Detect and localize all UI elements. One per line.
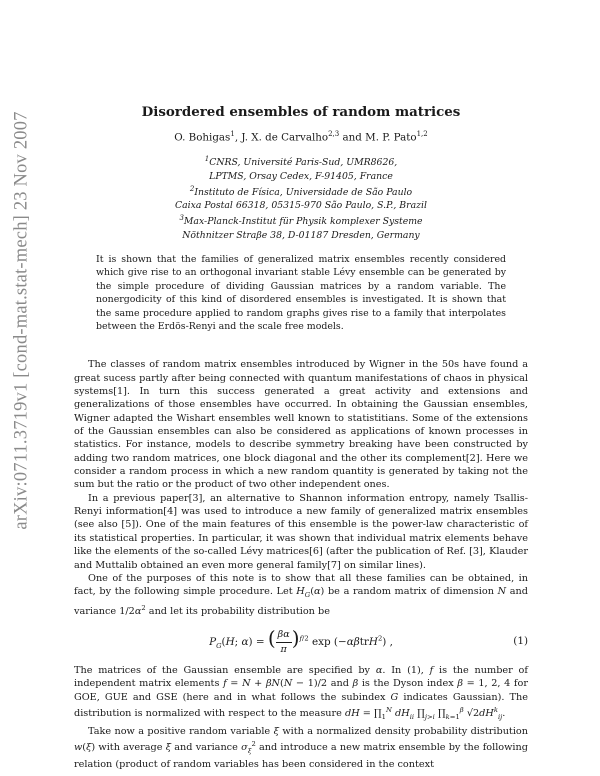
paper-title: Disordered ensembles of random matrices [141,104,461,120]
affiliation-line [74,153,528,169]
affil-text: Max-Planck-Institut für Physik komplexer Systeme [183,216,423,228]
paragraph-text: and [330,678,349,690]
abstract: It is shown that the families of generalized matrix ensembles recently considered which give rise to an orthogonal invariant stable Lévy ensemble can be generated by the simple procedure of dividing Gaussian matrices by a random variable. The nonergodicity of this kind of disordered ensembles is investigated. It is shown that the same procedure applied to random graphs gives rise to a family that interpolates between the Erdös-Renyi and the scale free models. [96,253,506,332]
affil-mark: 1 [204,155,210,164]
author-affil-mark: 1,2 [416,130,428,138]
paragraph-text: and introduce a new matrix ensemble by the following relation (product of random variables has been considered in the context [74,742,528,771]
body-text [74,358,528,771]
paragraph-text: and variance [74,586,528,618]
author-conjunction: and [342,131,362,144]
affil-text: Nöthnitzer Straβe 38, D-01187 Dresden, Germany [182,229,420,241]
affiliations [74,153,528,242]
affil-mark: 3 [179,214,184,223]
author-list: O. Bohigas$^1$, J. X. de Carvalho$^{2,3}$ and M. P. Pato$^{1,2}$ [174,130,428,144]
affil-text: LPTMS, Orsay Cedex, F-91405, France [209,170,393,182]
paragraph: Take now a positive random variable ξ with a normalized density probability distribution w(ξ) with average ξ̄ and variance $\sigma_\xi^2$ and introduce a new matrix ensemble by the following relation (product of random variables has been considered in the context [74,725,528,771]
equation-formula: $P_G(H$; α) = ( $\frac{\beta\alpha}{\pi}$ )$^{f/2}$ exp (−αβtrH$^2$) , [209,626,393,655]
affil-text: CNRS, Université Paris-Sud, UMR8626, [209,157,398,169]
equation-number: (1) [513,635,528,648]
author-name: J. X. de Carvalho [241,131,329,144]
paragraph-text: is the number of independent matrix elements [74,665,528,690]
paragraph-text: The matrices of the Gaussian ensemble are specified by [74,665,371,677]
paper-page [74,104,528,772]
arxiv-id: arXiv:0711.3719v1 [cond-mat.stat-mech] 23 Nov 2007 [11,110,32,530]
paragraph: One of the purposes of this note is to show that all these families can be obtained, in fact, by the following simple procedure. Let $H_G(\alpha)$ be a random matrix of dimension N and variance $1/2\alpha^2$ and let its probability distribution be [74,572,528,618]
paragraph: In a previous paper[3], an alternative to Shannon information entropy, namely Tsallis-Renyi information[4] was used to introduce a new family of generalized matrix ensembles (see also [5]). One of the main features of this ensemble is the power-law characteristic of its statistical properties. In particular, it was shown that individual matrix elements behave like the elements of the so-called Lévy matrices[6] (after the publication of Ref. [3], Klauder and Muttalib obtained an even more general family[7] on similar lines). [74,492,528,571]
affil-mark: 2 [189,184,195,193]
paragraph-text: with a normalized density probability distribution [282,725,528,737]
paragraph-text: indicates Gaussian). The distribution is normalized with respect to the measure [74,691,528,720]
affiliation-line [74,170,528,183]
affiliation-line [74,183,528,199]
affiliation-line [74,212,528,228]
paragraph-text: One of the purposes of this note is to show that all these families can be obtained, in fact, by the following simple procedure. Let [74,572,528,598]
paragraph: The classes of random matrix ensembles introduced by Wigner in the 50s have found a great sucess partly after being connected with quantum manifestations of chaos in physical systems[1]. In turn this success generated a great activity and extensions and generalizations of those ensembles have occurred. In obtaining the Gaussian ensembles, Wigner adapted the Wishart ensembles well known to statistitians. Some of the extensions of the Gaussian ensembles can also be considered as applications of known processes in statistics. For instance, models to describe symmetry breaking have been constructed by adding two random matrices, one block diagonal and the other its complement[2]. Here we consider a random process in which a new random quantity is generated by taking not the sum but the ratio or the product of two other independent ones. [74,359,528,491]
paragraph-text: with average [98,742,163,754]
paragraph-text: for GOE, GUE and GSE (here and in what follows the subindex [74,678,528,703]
equation-1 [74,622,528,662]
affiliation-line [74,199,528,212]
author-name: M. P. Pato [365,131,417,144]
author-affil-mark: 1 [230,130,235,138]
author-affil-mark: 2,3 [328,130,340,138]
paragraph-text: and let its probability distribution be [148,606,330,618]
arxiv-identifier-stamp [2,50,42,590]
paragraph: The matrices of the Gaussian ensemble are specified by α. In (1), f is the number of independent matrix elements f = N + βN(N − 1)/2 and β is the Dyson index β = 1, 2, 4 for GOE, GUE and GSE (here and in what follows the subindex G indicates Gaussian). The distribution is normalized with respect to the measure dH = $\prod_1^N$ $dH_{ii}$ $\prod_{j>i}$ $\prod_{k=1}^\beta$ $√2dH^k_{ij}$. [74,665,528,722]
paragraph-text: is the Dyson index [361,678,454,690]
affil-text: Instituto de Física, Universidade de São Paulo [194,187,413,199]
affil-text: Caixa Postal 66318, 05315-970 São Paulo, S.P., Brazil [175,200,427,212]
paragraph-text: . In (1), [382,665,424,677]
paragraph-text: Take now a positive random variable [88,725,271,737]
paragraph-text: be a random matrix of dimension [327,586,494,598]
author-name: O. Bohigas [174,131,231,144]
paragraph-text: and variance [174,742,238,754]
affiliation-line [74,229,528,242]
